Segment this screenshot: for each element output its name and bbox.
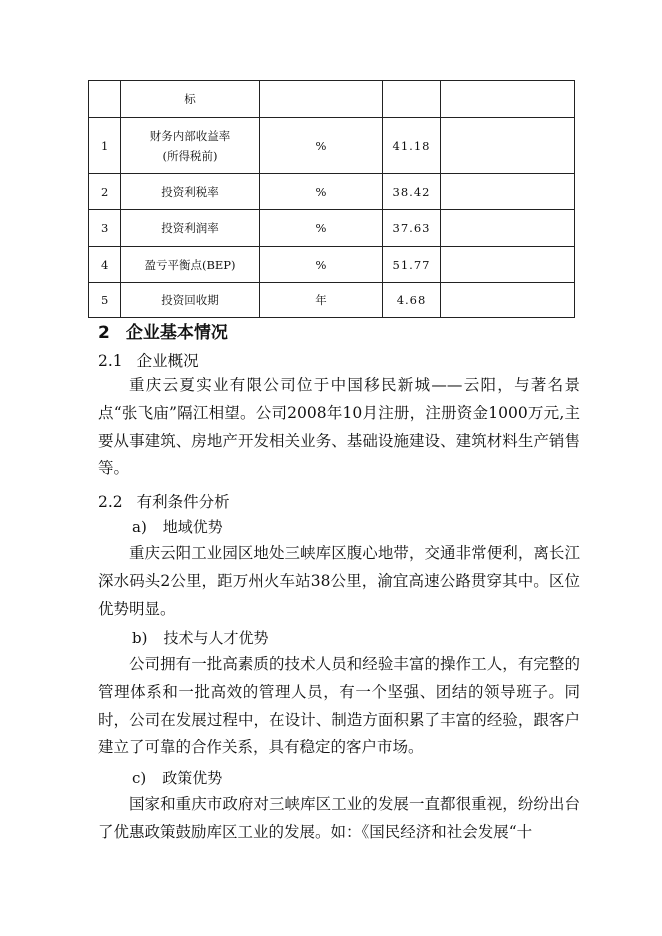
subsection-title: 技术与人才优势 — [163, 629, 269, 647]
table-cell-name: 投资利润率 — [121, 210, 260, 247]
table-cell-unit: % — [260, 247, 383, 283]
subsection-title: 地域优势 — [162, 518, 223, 536]
table-cell-unit: 年 — [260, 283, 383, 318]
subsection-b-heading — [132, 627, 268, 648]
section-number: 2.2 — [98, 493, 123, 511]
table-cell-name: 投资回收期 — [121, 283, 260, 318]
table-header-row — [89, 81, 575, 118]
table-cell-name-line: (所得税前) — [162, 148, 218, 163]
section-number: 2.1 — [98, 352, 123, 370]
table-cell-name: 标 — [121, 81, 260, 118]
table-cell-note — [441, 283, 575, 318]
table-cell-unit — [260, 81, 383, 118]
table-row — [89, 283, 575, 318]
table-cell-index: 4 — [89, 247, 121, 283]
section-2-2-heading — [98, 490, 230, 512]
table-cell-value: 37.63 — [383, 210, 441, 247]
section-2-1-heading — [98, 349, 199, 371]
table-cell-name — [121, 118, 260, 174]
table-cell-index — [89, 81, 121, 118]
table-row — [89, 174, 575, 210]
table-cell-value — [383, 81, 441, 118]
subsection-label: c) — [132, 769, 147, 787]
table-cell-index: 2 — [89, 174, 121, 210]
table-cell-note — [441, 118, 575, 174]
subsection-title: 政策优势 — [162, 769, 223, 787]
table-cell-value: 51.77 — [383, 247, 441, 283]
table-cell-name: 投资利税率 — [121, 174, 260, 210]
table-cell-value: 4.68 — [383, 283, 441, 318]
subsection-label: b) — [132, 629, 148, 647]
table-cell-name-line: 财务内部收益率 — [149, 128, 231, 143]
section-title: 有利条件分析 — [136, 493, 230, 511]
table-cell-value: 38.42 — [383, 174, 441, 210]
section-2-heading — [98, 318, 228, 343]
financial-indicators-table — [88, 80, 575, 318]
table-cell-index: 3 — [89, 210, 121, 247]
table-row — [89, 118, 575, 174]
table-cell-index: 5 — [89, 283, 121, 318]
table-cell-unit: % — [260, 174, 383, 210]
section-title: 企业概况 — [136, 352, 199, 370]
subsection-c-heading — [132, 767, 222, 788]
subsection-label: a) — [132, 518, 147, 536]
company-overview-paragraph: 重庆云夏实业有限公司位于中国移民新城——云阳，与著名景点“张飞庙”隔江相望。公司2008年10月注册，注册资金1000万元,主要从事建筑、房地产开发相关业务、基础设施建设、建筑材料生产销售等。 — [98, 376, 580, 478]
section-number: 2 — [98, 323, 110, 343]
table-cell-note — [441, 210, 575, 247]
table-row — [89, 210, 575, 247]
section-title: 企业基本情况 — [125, 323, 228, 343]
table-cell-unit: % — [260, 118, 383, 174]
table-cell-note — [441, 81, 575, 118]
subsection-a-heading — [132, 516, 223, 537]
table-cell-unit: % — [260, 210, 383, 247]
location-advantage-paragraph: 重庆云阳工业园区地处三峡库区腹心地带，交通非常便利，离长江深水码头2公里，距万州火车站38公里，渝宜高速公路贯穿其中。区位优势明显。 — [98, 544, 580, 618]
table-cell-name: 盈亏平衡点(BEP) — [121, 247, 260, 283]
talent-advantage-paragraph: 公司拥有一批高素质的技术人员和经验丰富的操作工人，有完整的管理体系和一批高效的管理人员，有一个坚强、团结的领导班子。同时，公司在发展过程中，在设计、制造方面积累了丰富的经验，跟客户建立了可靠的合作关系，具有稳定的客户市场。 — [98, 655, 580, 757]
table-row — [89, 247, 575, 283]
table-cell-note — [441, 174, 575, 210]
table-cell-note — [441, 247, 575, 283]
table-cell-value: 41.18 — [383, 118, 441, 174]
policy-advantage-paragraph: 国家和重庆市政府对三峡库区工业的发展一直都很重视，纷纷出台了优惠政策鼓励库区工业的发展。如：《国民经济和社会发展“十 — [98, 795, 580, 841]
table-cell-index: 1 — [89, 118, 121, 174]
